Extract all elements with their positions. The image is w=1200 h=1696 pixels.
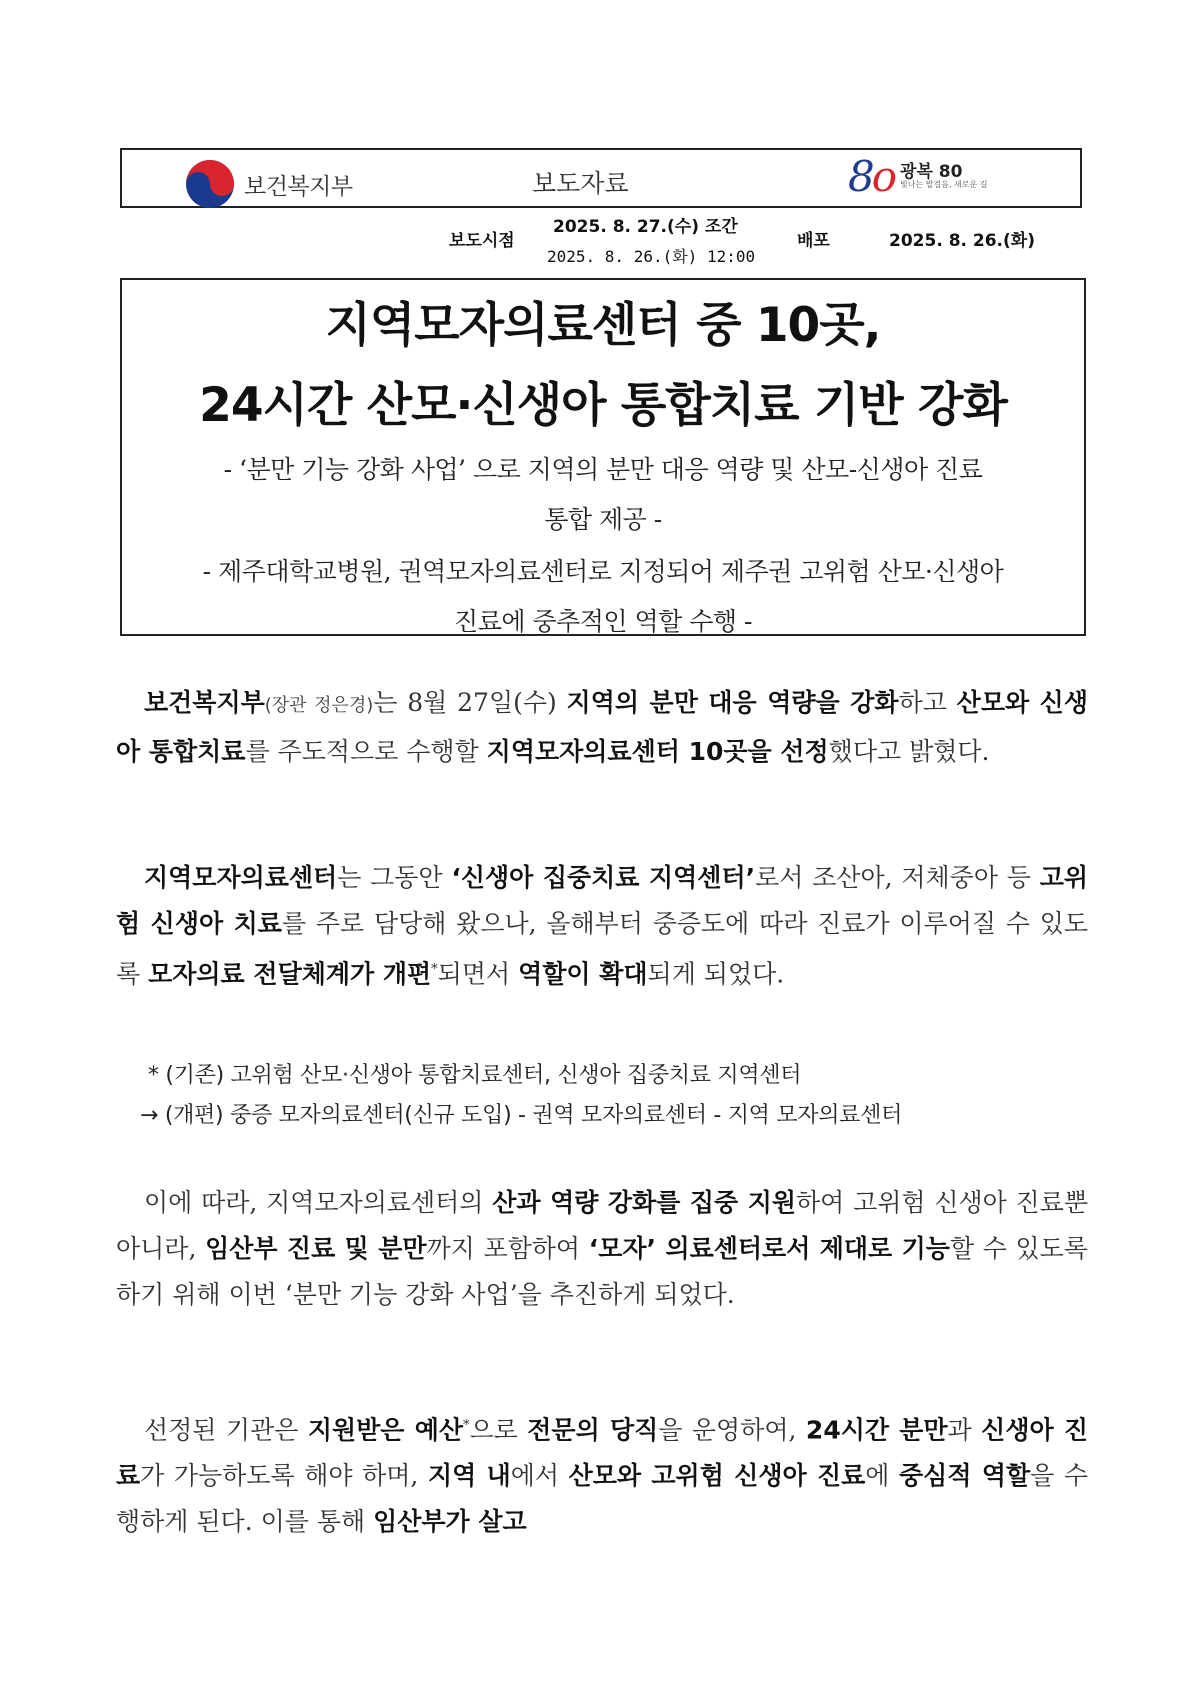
p2-bold-c: ‘신생아 집중치료 지역센터’: [451, 863, 756, 892]
p4-text-d: 으로: [469, 1415, 528, 1445]
p2-text-b: 는 그동안: [337, 863, 452, 892]
p4-bold-g: 24시간 분만: [805, 1415, 948, 1445]
p1-text-i: 했다고 밝혔다.: [828, 737, 990, 766]
p1-text-c: 는 8월 27일(수): [373, 688, 567, 717]
p4-text-p: 을 수행하게 된다. 이를 통해: [116, 1461, 1089, 1537]
p4-text-a: 선정된 기관은: [144, 1415, 308, 1445]
p4-bold-i: 신생아 진료: [116, 1415, 1089, 1491]
p3-text-a: 이에 따라, 지역모자의료센터의: [144, 1188, 493, 1217]
p4-text-h: 과: [947, 1415, 982, 1445]
p4-text-n: 에: [865, 1461, 900, 1491]
p2-text-f: 를 주로 담당해 왔으나, 올해부터 중증도에 따라 진료가 이루어질 수 있도록: [116, 909, 1088, 989]
p4-footnote-mark: *: [463, 1418, 470, 1433]
release-date-embargo: 2025. 8. 26.(화) 12:00: [547, 247, 756, 266]
paragraph-2: [116, 855, 1088, 997]
p4-bold-b: 지원받은 예산: [307, 1415, 463, 1445]
headline-line-2: 24시간 산모·신생아 통합치료 기반 강화: [199, 378, 1007, 433]
anniversary-80-mark: 8o: [848, 152, 895, 201]
p2-text-i: 되면서: [437, 959, 519, 989]
p3-text-c: 하여 고위험 신생아 진료뿐 아니라,: [116, 1188, 1088, 1263]
distribution-label: 배포: [797, 231, 830, 251]
doc-type: 보도자료: [532, 169, 629, 198]
paragraph-4: [116, 1403, 1088, 1545]
p2-bold-g: 모자의료 전달체계가 개편: [148, 959, 432, 989]
anniversary-sub: 빛나는 발걸음, 새로운 길: [900, 180, 988, 190]
p4-text-f: 을 운영하여,: [658, 1415, 806, 1445]
p4-bold-e: 전문의 당직: [527, 1415, 659, 1445]
p2-text-d: 로서 조산아, 저체중아 등: [755, 863, 1040, 892]
p4-bold-q: 임산부가 살고: [373, 1507, 527, 1537]
header-box: [120, 148, 1082, 208]
anniversary-title: 광복 80: [900, 161, 963, 182]
p4-bold-o: 중심적 역할: [899, 1461, 1031, 1491]
p1-bold-h: 지역모자의료센터 10곳을 선정: [486, 737, 829, 766]
note-before: * (기존) 고위험 산모·신생아 통합치료센터, 신생아 집중치료 지역센터: [148, 1063, 802, 1088]
p3-text-e: 까지 포함하여: [426, 1234, 589, 1263]
paragraph-3: [116, 1180, 1088, 1318]
p3-bold-d: 임산부 진료 및 분만: [205, 1234, 427, 1263]
p3-bold-b: 산과 역량 강화를 집중 지원: [492, 1188, 797, 1217]
p4-text-l: 에서: [510, 1461, 569, 1491]
ministry-name: 보건복지부: [244, 173, 353, 200]
headline-line-1: 지역모자의료센터 중 10곳,: [325, 298, 881, 353]
p2-bold-j: 역할이 확대: [518, 959, 648, 989]
p4-text-j: 가 가능하도록 해야 하며,: [140, 1461, 428, 1491]
p4-bold-k: 지역 내: [427, 1461, 511, 1491]
distribution-date: 2025. 8. 26.(화): [889, 231, 1035, 251]
note-after: → (개편) 중증 모자의료센터(신규 도입) - 권역 모자의료센터 - 지역 모자의료센터: [140, 1103, 903, 1128]
p4-bold-m: 산모와 고위험 신생아 진료: [568, 1461, 866, 1491]
p1-bold-d: 지역의 분만 대응 역량을 강화: [566, 688, 899, 717]
anniversary-logo: [848, 152, 987, 201]
release-date-main: 2025. 8. 27.(수) 조간: [553, 217, 738, 237]
ministry-logo: [184, 158, 353, 210]
release-label: 보도시점: [449, 231, 515, 251]
p2-bold-e: 고위험 신생아 치료: [116, 863, 1088, 938]
taegeuk-icon: [184, 158, 236, 210]
p2-text-k: 되게 되었다.: [647, 959, 785, 989]
title-box: [120, 278, 1086, 636]
p2-bold-a: 지역모자의료센터: [144, 863, 338, 892]
p3-text-g: 할 수 있도록 하기 위해 이번 ‘분만 기능 강화 사업’을 추진하게 되었다.: [116, 1234, 1088, 1309]
p1-ministry: 보건복지부: [144, 688, 265, 717]
paragraph-1: [116, 680, 1088, 775]
subtitle-2a: - 제주대학교병원, 권역모자의료센터로 지정되어 제주권 고위험 산모·신생아: [202, 557, 1004, 586]
subtitle-1b: 통합 제공 -: [544, 505, 662, 534]
subtitle-2b: 진료에 중추적인 역할 수행 -: [454, 607, 752, 636]
p2-footnote-mark: *: [431, 962, 438, 977]
p1-minister: (장관 정은경): [264, 695, 374, 716]
p1-bold-f: 산모와 신생아 통합치료: [116, 688, 1088, 766]
subtitle-1a: - ‘분만 기능 강화 사업’ 으로 지역의 분만 대응 역량 및 산모-신생아 진료: [223, 455, 983, 484]
p1-text-g: 를 주도적으로 수행할: [245, 737, 487, 766]
p1-text-e: 하고: [898, 688, 957, 717]
p3-bold-f: ‘모자’ 의료센터로서 제대로 기능: [588, 1234, 950, 1263]
